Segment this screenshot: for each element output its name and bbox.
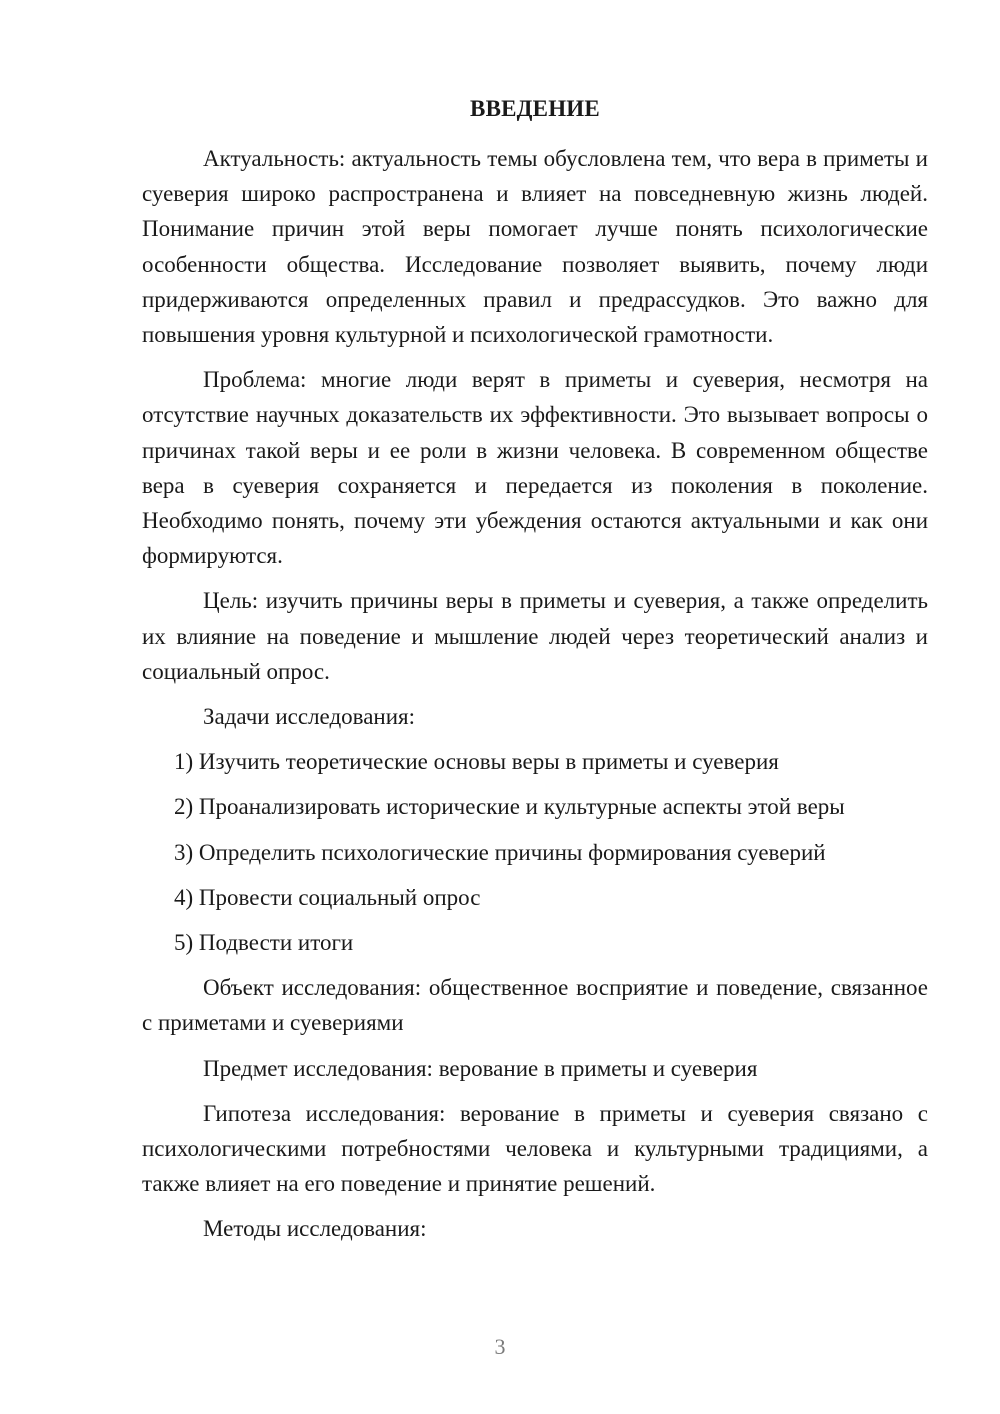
problem-paragraph: Проблема: многие люди верят в приметы и суеверия, несмотря на отсутствие научных доказательств их эффективности. Это вызывает вопросы о причинах такой веры и ее роли в жизни человека. В современном обществе вера в суеверия сохраняется и передается из поколения в поколение. Необходимо понять, почему эти убеждения остаются актуальными и как они формируются. (142, 367, 928, 569)
task-item: 4) Провести социальный опрос (174, 884, 481, 910)
object-paragraph: Объект исследования: общественное восприятие и поведение, связанное с приметами и суевериями (142, 975, 928, 1036)
task-item: 3) Определить психологические причины формирования суеверий (174, 839, 826, 865)
relevance-paragraph: Актуальность: актуальность темы обусловлена тем, что вера в приметы и суеверия широко распространена и влияет на повседневную жизнь людей. Понимание причин этой веры помогает лучше понять психологические особенности общества. Исследование позволяет выявить, почему люди придерживаются определенных правил и предрассудков. Это важно для повышения уровня культурной и психологической грамотности. (142, 146, 928, 348)
page-number: 3 (494, 1334, 506, 1359)
tasks-heading: Задачи исследования: (203, 704, 416, 730)
subject-paragraph: Предмет исследования: верование в приметы и суеверия (203, 1055, 758, 1081)
hypothesis-paragraph: Гипотеза исследования: верование в приметы и суеверия связано с психологическими потребностями человека и культурными традициями, а также влияет на его поведение и принятие решений. (142, 1100, 928, 1197)
task-item: 2) Проанализировать исторические и культурные аспекты этой веры (174, 794, 845, 820)
task-item: 1) Изучить теоретические основы веры в приметы и суеверия (174, 749, 779, 775)
task-item: 5) Подвести итоги (174, 930, 354, 956)
section-heading: ВВЕДЕНИЕ (470, 96, 600, 121)
methods-heading: Методы исследования: (203, 1216, 427, 1242)
body-text (142, 141, 928, 1247)
tasks-list (142, 744, 928, 960)
goal-paragraph: Цель: изучить причины веры в приметы и суеверия, а также определить их влияние на поведение и мышление людей через теоретический анализ и социальный опрос. (142, 588, 928, 684)
